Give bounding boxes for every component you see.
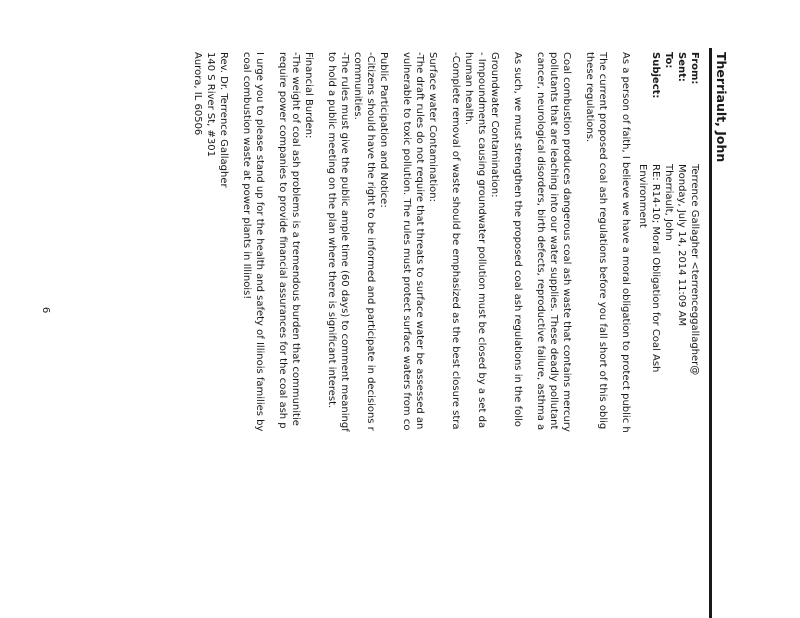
body-line: cancer, neurological disorders, birth defects, reproductive failure, asthma a	[535, 52, 546, 431]
header-value: Therriault, John	[663, 164, 674, 241]
paragraph-surface-water	[400, 52, 439, 618]
header-row-sent	[675, 52, 688, 618]
page-number: 6	[40, 306, 51, 314]
body-line: Surface water Contamination:	[427, 52, 438, 202]
paragraph-strengthen	[511, 52, 524, 618]
header-label: Sent:	[676, 52, 687, 82]
body-line: Public Participation and Notice:	[378, 52, 389, 208]
paragraph-coal-combustion	[534, 52, 573, 618]
header-value: Monday, July 14, 2014 11:09 AM	[676, 164, 687, 327]
paragraph-intro	[619, 52, 632, 618]
header-label: Subject:	[650, 52, 661, 99]
email-body	[181, 52, 632, 618]
body-line: Financial Burden:	[303, 52, 314, 139]
header-row-to	[662, 52, 675, 618]
header-label: From:	[689, 52, 700, 85]
body-line: pollutants that are leaching into our water supplies. These deadly pollutant	[548, 52, 559, 430]
body-line: human health.	[463, 52, 474, 125]
body-line: vulnerable to toxic pollution. The rules must protect surface waters from co	[401, 52, 412, 431]
body-line: The current proposed coal ash regulations before you fall short of this oblig	[597, 52, 608, 430]
header-row-subject	[649, 52, 662, 618]
body-line: these regulations.	[584, 52, 595, 143]
body-line: -The rules must give the public ample time (60 days) to comment meaningf	[339, 52, 350, 432]
body-line: As a person of faith, I believe we have a moral obligation to protect public h	[620, 52, 631, 433]
paragraph-groundwater	[449, 52, 501, 618]
signature-address: 140 S River St, #301	[205, 52, 216, 157]
sender-name-heading: Therriault, John	[714, 52, 729, 163]
header-label: To:	[663, 52, 674, 69]
body-line: to hold a public meeting on the plan where there is significant interest.	[326, 52, 337, 409]
body-line: I urge you to please stand up for the health and safety of Illinois families by	[254, 52, 265, 432]
header-value: RE: R14-10; Moral Obligation for Coal Ash	[650, 164, 661, 373]
body-line: As such, we must strengthen the proposed coal ash regulations in the follo	[512, 52, 523, 427]
signature-name: Rev. Dr. Terrence Gallagher	[218, 52, 229, 188]
body-line: -Complete removal of waste should be emphasized as the best closure stra	[450, 52, 461, 430]
body-line: coal combustion waste at power plants in Illinois!	[241, 52, 252, 300]
body-line: require power companies to provide financial assurances for the coal ash p	[277, 52, 288, 429]
header-label	[636, 52, 649, 164]
signature-city: Aurora, IL 60506	[192, 52, 203, 136]
header-row-from	[688, 52, 701, 618]
paragraph-closing-appeal	[240, 52, 266, 618]
body-line: -Citizens should have the right to be informed and participate in decisions r	[365, 52, 376, 431]
body-line: -The draft rules do not require that threats to surface water be assessed an	[414, 52, 425, 430]
body-line: - Impoundments causing groundwater pollution must be closed by a set da	[476, 52, 487, 429]
header-value: Terrence Gallagher <terrenceggallagher@	[689, 164, 700, 376]
body-line: Coal combustion produces dangerous coal ash waste that contains mercury	[561, 52, 572, 432]
body-line: Groundwater Contamination:	[489, 52, 500, 198]
header-row-subject-continued	[636, 52, 649, 618]
heading-rule	[709, 48, 712, 618]
signature-block	[191, 52, 230, 618]
paragraph-current-regulations	[583, 52, 609, 618]
paragraph-public-participation	[325, 52, 390, 618]
body-line: communities.	[352, 52, 363, 120]
email-headers	[636, 52, 701, 618]
body-line: -The weight of coal ash problems is a tremendous burden that communitie	[290, 52, 301, 426]
header-value: Environment	[637, 164, 648, 228]
paragraph-financial-burden	[276, 52, 315, 618]
